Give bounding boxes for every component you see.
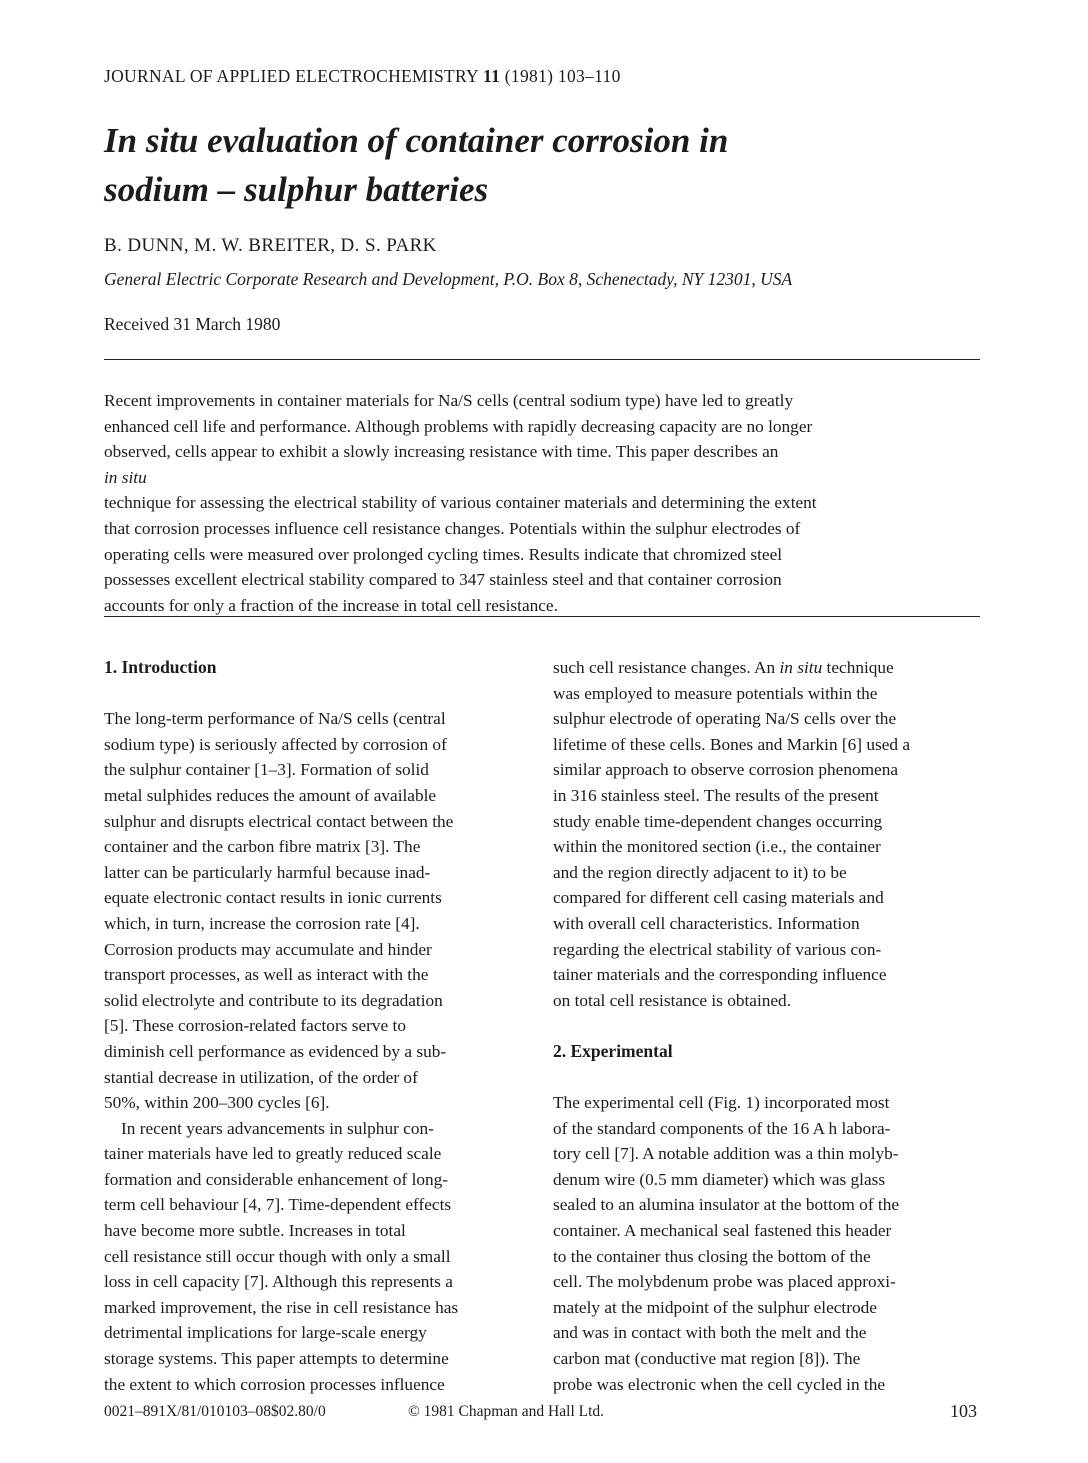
text-line: Corrosion products may accumulate and hinder: [104, 939, 432, 959]
journal-header: [104, 66, 621, 87]
text-line: marked improvement, the rise in cell resistance has: [104, 1297, 459, 1317]
text-line: similar approach to observe corrosion phenomena: [553, 760, 899, 780]
title-line-2: sodium – sulphur batteries: [104, 170, 489, 209]
text-line: carbon mat (conductive mat region [8]). The: [553, 1349, 861, 1369]
abstract-italic-term: in situ: [104, 467, 147, 487]
text-line: to the container thus closing the bottom of the: [553, 1246, 871, 1266]
text-line: the extent to which corrosion processes influence: [104, 1374, 445, 1394]
abstract-line: operating cells were measured over prolonged cycling times. Results indicate that chromized steel: [104, 544, 783, 564]
text-line: solid electrolyte and contribute to its degradation: [104, 990, 443, 1010]
text-line: container. A mechanical seal fastened this header: [553, 1221, 892, 1241]
received-date: Received 31 March 1980: [104, 314, 281, 334]
text-line: lifetime of these cells. Bones and Markin [6] used a: [553, 734, 911, 754]
text-line: term cell behaviour [4, 7]. Time-dependent effects: [104, 1195, 452, 1215]
section-heading-introduction: 1. Introduction: [104, 657, 217, 677]
footer-copyright: © 1981 Chapman and Hall Ltd.: [408, 1403, 605, 1420]
text-line: denum wire (0.5 mm diameter) which was glass: [553, 1169, 886, 1189]
abstract-line: accounts for only a fraction of the increase in total cell resistance.: [104, 595, 558, 615]
text-line: cell resistance still occur though with only a small: [104, 1246, 451, 1266]
text-line: study enable time-dependent changes occurring: [553, 811, 883, 831]
text-line: diminish cell performance as evidenced by a sub-: [104, 1041, 447, 1061]
text-line: was employed to measure potentials within the: [553, 683, 878, 703]
right-column: [553, 655, 983, 1397]
abstract-line: Recent improvements in container materials for Na/S cells (central sodium type) have led to greatly: [104, 391, 794, 410]
text-line: cell. The molybdenum probe was placed approxi-: [553, 1272, 896, 1292]
text-line: latter can be particularly harmful because inad-: [104, 862, 431, 882]
experimental-paragraph: [553, 1090, 983, 1397]
abstract-top-rule: [104, 359, 980, 360]
text-line: with overall cell characteristics. Information: [553, 913, 860, 933]
text-line: [553, 655, 983, 681]
abstract-line: technique for assessing the electrical stability of various container materials and determining the extent: [104, 493, 817, 513]
text-line: equate electronic contact results in ionic currents: [104, 888, 442, 908]
footer-article-code: 0021–891X/81/010103–08$02.80/0: [104, 1403, 326, 1420]
text-line: In recent years advancements in sulphur con-: [121, 1118, 434, 1138]
text-line: storage systems. This paper attempts to determine: [104, 1349, 449, 1369]
text-line: tainer materials have led to greatly reduced scale: [104, 1144, 442, 1164]
authors: B. DUNN, M. W. BREITER, D. S. PARK: [104, 235, 437, 256]
text-line: in 316 stainless steel. The results of the present: [553, 785, 879, 805]
text-line: [5]. These corrosion-related factors serve to: [104, 1016, 406, 1036]
text-line: The long-term performance of Na/S cells (central: [104, 709, 446, 729]
text-line: The experimental cell (Fig. 1) incorporated most: [553, 1093, 890, 1113]
journal-year-pages: (1981) 103–110: [500, 66, 621, 86]
text-line: probe was electronic when the cell cycled in the: [553, 1374, 886, 1394]
affiliation: General Electric Corporate Research and Development, P.O. Box 8, Schenectady, NY 12301, USA: [104, 269, 793, 289]
abstract-line: that corrosion processes influence cell resistance changes. Potentials within the sulphur electrodes of: [104, 518, 801, 538]
text-line: stantial decrease in utilization, of the order of: [104, 1067, 418, 1087]
abstract: [104, 388, 980, 618]
abstract-line: [104, 439, 980, 490]
left-column: [104, 655, 534, 1397]
intro-paragraph-1: [104, 706, 534, 1116]
text-line: container and the carbon fibre matrix [3]. The: [104, 837, 421, 857]
text-line: tory cell [7]. A notable addition was a thin molyb-: [553, 1144, 899, 1164]
text-line: metal sulphides reduces the amount of available: [104, 785, 437, 805]
page-number: 103: [950, 1401, 977, 1421]
text-line: tainer materials and the corresponding influence: [553, 965, 887, 985]
intro-paragraph-2: [104, 1116, 534, 1398]
text-line: within the monitored section (i.e., the container: [553, 837, 881, 857]
text-line: have become more subtle. Increases in total: [104, 1221, 406, 1241]
intro-continuation: [553, 655, 983, 1013]
journal-name: JOURNAL OF APPLIED ELECTROCHEMISTRY: [104, 66, 483, 86]
text-line: regarding the electrical stability of various con-: [553, 939, 882, 959]
text: such cell resistance changes. An: [553, 658, 780, 677]
text-line: loss in cell capacity [7]. Although this represents a: [104, 1272, 453, 1292]
text-line: sodium type) is seriously affected by corrosion of: [104, 734, 447, 754]
section-heading-experimental: 2. Experimental: [553, 1040, 673, 1061]
text-line: compared for different cell casing materials and: [553, 888, 884, 908]
text-line: and the region directly adjacent to it) to be: [553, 862, 847, 882]
abstract-line: possesses excellent electrical stability compared to 347 stainless steel and that container corrosion: [104, 570, 782, 590]
text-line: on total cell resistance is obtained.: [553, 990, 792, 1010]
text-line: of the standard components of the 16 A h labora-: [553, 1118, 891, 1138]
text-line: transport processes, as well as interact with the: [104, 965, 429, 985]
journal-volume: 11: [482, 66, 501, 86]
text-line: sealed to an alumina insulator at the bottom of the: [553, 1195, 900, 1215]
text-line: mately at the midpoint of the sulphur electrode: [553, 1297, 877, 1317]
text-line: the sulphur container [1–3]. Formation of solid: [104, 760, 429, 780]
text-line: which, in turn, increase the corrosion rate [4].: [104, 913, 420, 933]
italic-term: in situ: [779, 658, 823, 677]
text-line: and was in contact with both the melt and the: [553, 1323, 867, 1343]
paper-title: [104, 116, 984, 214]
text: technique: [822, 658, 894, 677]
abstract-line: enhanced cell life and performance. Although problems with rapidly decreasing capacity are no longer: [104, 416, 813, 436]
text-line: detrimental implications for large-scale energy: [104, 1323, 427, 1343]
text-line: sulphur electrode of operating Na/S cells over the: [553, 709, 897, 729]
title-line-1: In situ evaluation of container corrosion in: [104, 121, 729, 160]
abstract-bottom-rule: [104, 616, 980, 617]
text-line: sulphur and disrupts electrical contact between the: [104, 811, 454, 831]
text-line: 50%, within 200–300 cycles [6].: [104, 1093, 330, 1113]
text-line: formation and considerable enhancement of long-: [104, 1169, 449, 1189]
abstract-text: observed, cells appear to exhibit a slowly increasing resistance with time. This paper describes an: [104, 442, 779, 462]
